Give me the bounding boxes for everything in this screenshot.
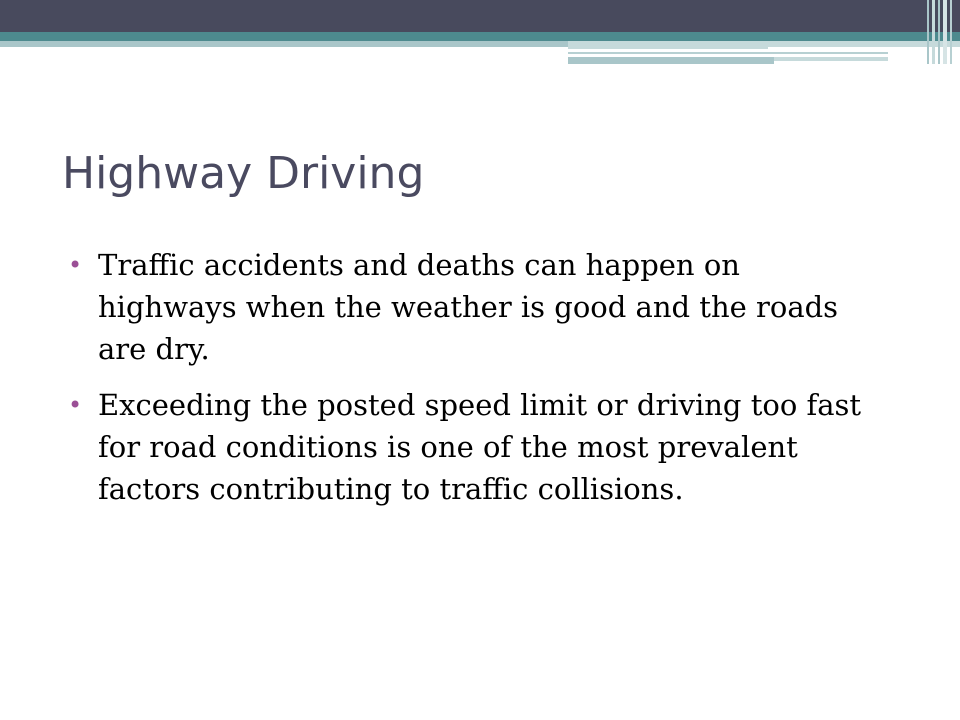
bullet-item bbox=[66, 384, 886, 510]
bullet-item bbox=[66, 244, 886, 370]
header-accent-line bbox=[568, 57, 774, 64]
bullet-text: Exceeding the posted speed limit or driving too fast for road conditions is one of the most prevalent factors contributing to traffic collisions. bbox=[98, 388, 862, 506]
slide-title: Highway Driving bbox=[62, 148, 425, 199]
header-stripe bbox=[927, 0, 929, 64]
bullet-list bbox=[66, 244, 886, 524]
bullet-marker-icon: • bbox=[68, 391, 83, 419]
header-light-bar bbox=[0, 41, 568, 47]
header-stripe bbox=[938, 0, 940, 64]
bullet-marker-icon: • bbox=[68, 251, 83, 279]
header-stripe bbox=[943, 0, 947, 64]
header-teal-bar bbox=[0, 32, 960, 41]
header-dark-bar bbox=[0, 0, 960, 32]
header-stripe bbox=[950, 0, 952, 64]
header-accent-line bbox=[568, 47, 768, 49]
header-accent-line bbox=[568, 52, 888, 54]
header-stripe bbox=[932, 0, 935, 64]
bullet-text: Traffic accidents and deaths can happen on highways when the weather is good and the roads are dry. bbox=[98, 248, 839, 366]
header-stripes bbox=[924, 0, 960, 64]
header-accent-line bbox=[774, 57, 888, 61]
